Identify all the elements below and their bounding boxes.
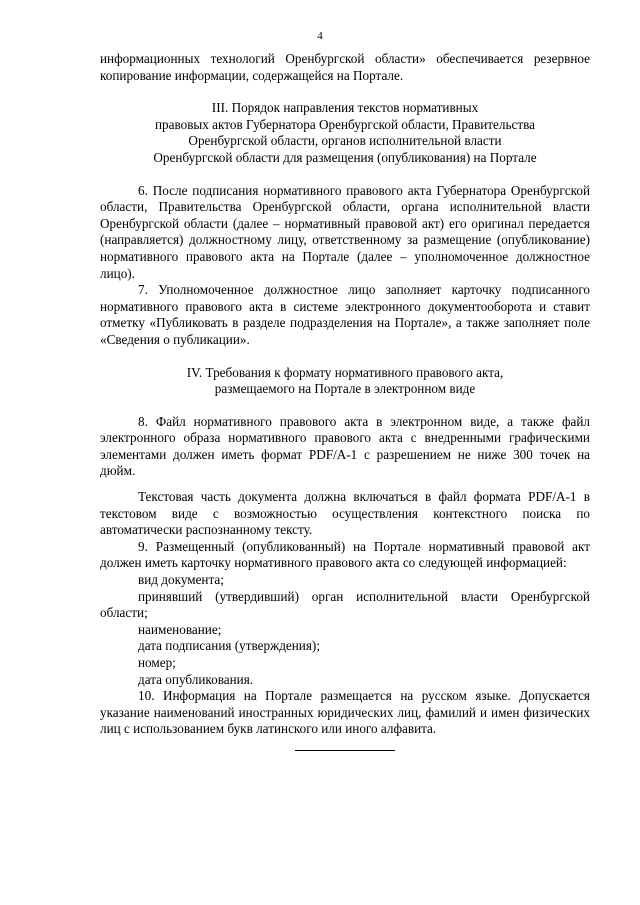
end-rule [295, 750, 395, 751]
section-heading-line: размещаемого на Портале в электронном виде [214, 381, 476, 397]
paragraph-6: 6. После подписания нормативного правового акта Губернатора Оренбургской области, Правительства Оренбургской области, органа исполнительной власти Оренбургской области (далее – нормативный правовой акт) его оригинал передается (направляется) должностному лицу, ответственному за размещение (опубликование) нормативного правового акта на Портале (далее – уполномоченное должностное лицо). [100, 182, 590, 281]
section-4-heading [100, 365, 590, 398]
paragraph-9: 9. Размещенный (опубликованный) на Портале нормативный правовой акт должен иметь карточку нормативного правового акта со следующей информацией: [100, 538, 590, 571]
paragraph-10: 10. Информация на Портале размещается на русском языке. Допускается указание наименований иностранных юридических лиц, фамилий и имен физических лиц с использованием букв латинского или иного алфавита. [100, 688, 590, 737]
list-item: принявший (утвердивший) орган исполнительной власти Оренбургской области; [100, 588, 590, 621]
page-number: 4 [317, 30, 323, 42]
section-heading-line: Оренбургской области для размещения (опубликования) на Портале [153, 149, 537, 165]
list-item: номер; [138, 655, 176, 670]
list-item: дата опубликования. [138, 671, 254, 687]
section-3-heading [100, 100, 590, 166]
paragraph-8: 8. Файл нормативного правового акта в электронном виде, а также файл электронного образа нормативного правового акта с внедренными графическими элементами должен иметь формат PDF/A-1 с разрешением не ниже 300 точек на дюйм. [100, 413, 590, 479]
card-fields-list [100, 572, 590, 688]
list-item: наименование; [138, 621, 222, 637]
list-item: дата подписания (утверждения); [138, 638, 320, 654]
section-heading-line: Оренбургской области, органов исполнительной власти [188, 133, 502, 149]
list-item: вид документа; [138, 572, 224, 588]
document-body [100, 51, 590, 751]
section-heading-line: IV. Требования к формату нормативного правового акта, [186, 364, 504, 380]
intro-paragraph: информационных технологий Оренбургской области» обеспечивается резервное копирование информации, содержащейся на Портале. [100, 51, 590, 83]
section-heading-line: III. Порядок направления текстов нормативных [211, 100, 479, 116]
paragraph-7: 7. Уполномоченное должностное лицо заполняет карточку подписанного нормативного правового акта в системе электронного документооборота и ставит отметку «Публиковать в разделе подразделения на Портале», а также заполняет поле «Сведения о публикации». [100, 282, 590, 347]
section-heading-line: правовых актов Губернатора Оренбургской области, Правительства [154, 116, 536, 132]
paragraph-8-text-part: Текстовая часть документа должна включаться в файл формата PDF/A-1 в текстовом виде с возможностью осуществления контекстного поиска по автоматически распознанному тексту. [100, 489, 590, 538]
